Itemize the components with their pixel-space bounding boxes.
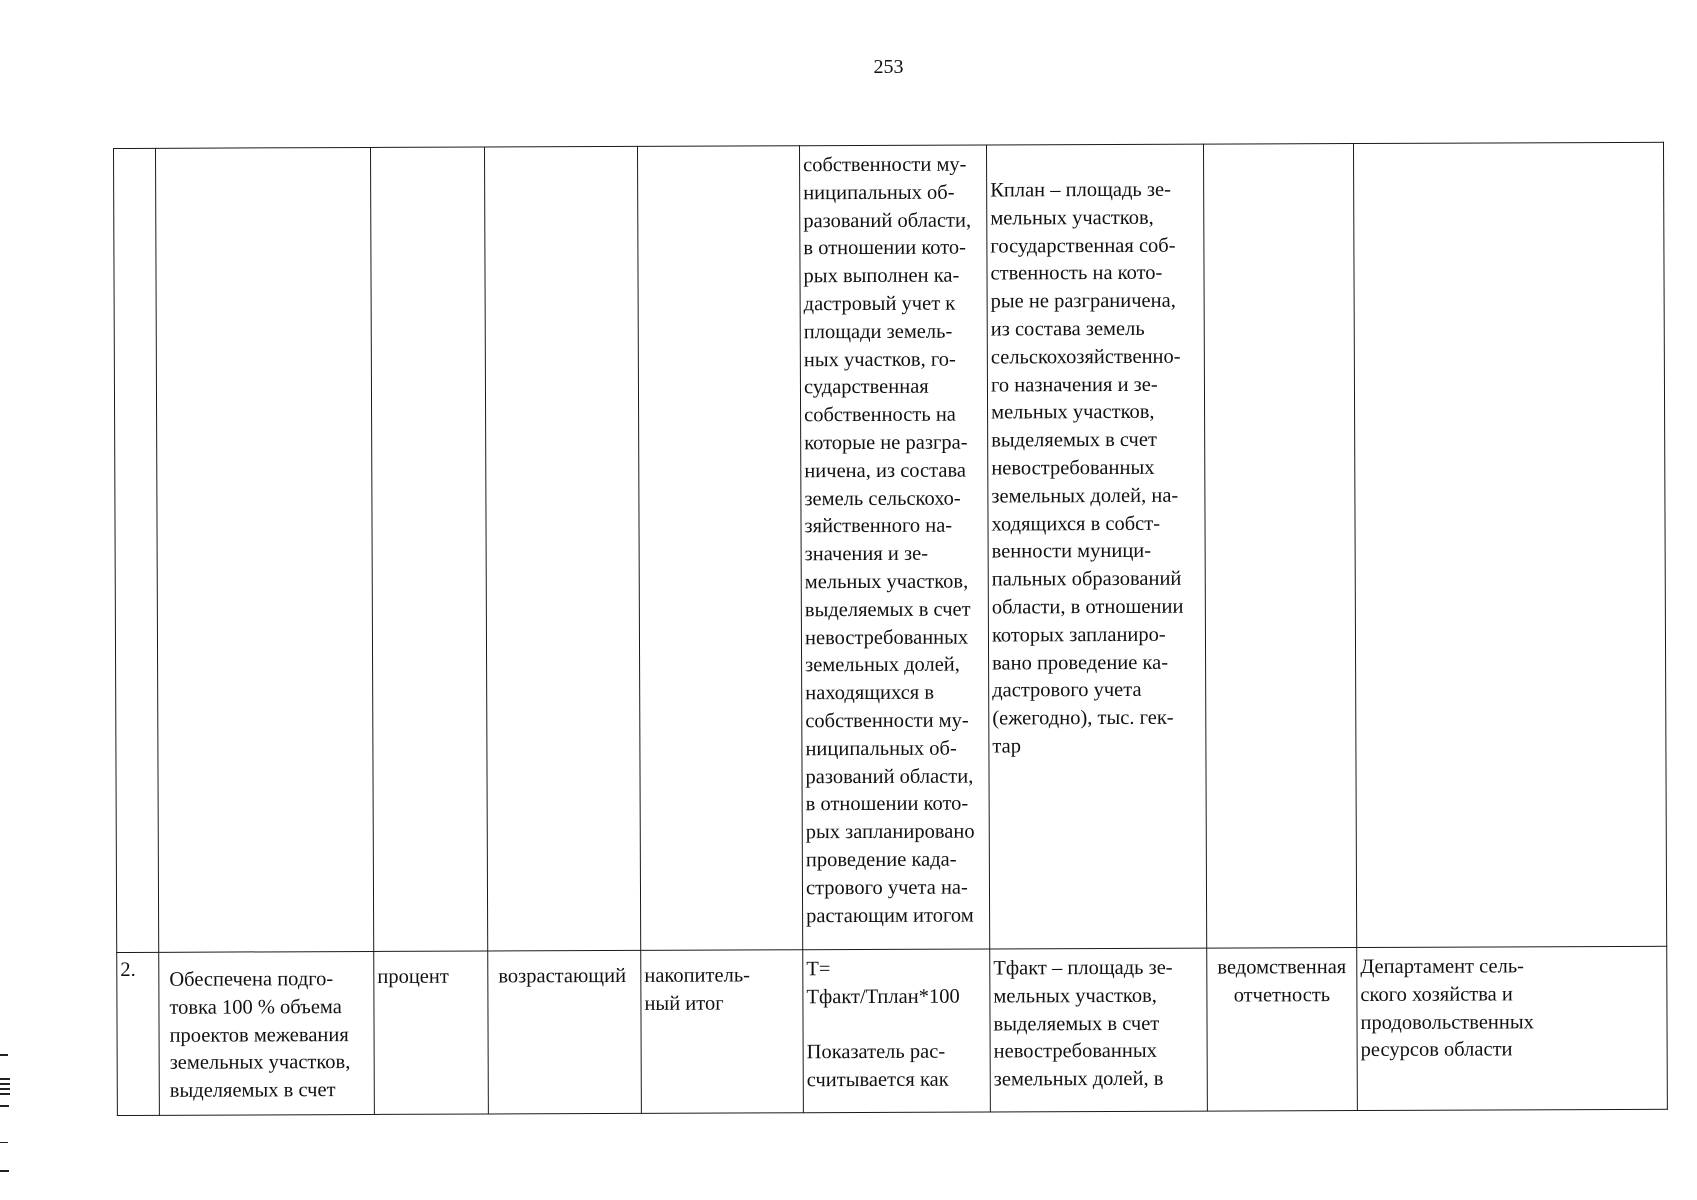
cell-indicator: Обеспечена подго- товка 100 % объема проектов межевания земельных участков, выделяемых в счет bbox=[159, 951, 375, 1115]
cell-formula: Т= Тфакт/Тплан*100 Показатель рас- считывается как bbox=[803, 949, 991, 1113]
indicator-table-wrapper bbox=[113, 142, 1667, 1115]
cell-dynamics-empty bbox=[484, 146, 640, 951]
cell-source: ведомственная отчетность bbox=[1207, 948, 1358, 1112]
scan-mark bbox=[0, 1093, 10, 1095]
cell-dynamics: возрастающий bbox=[488, 950, 642, 1114]
scan-mark bbox=[0, 1083, 10, 1085]
cell-responsible-empty bbox=[1353, 142, 1666, 947]
scan-mark bbox=[0, 1105, 9, 1107]
scan-margin-marks bbox=[0, 1050, 12, 1180]
indicator-table bbox=[113, 142, 1668, 1116]
cell-variables: Тфакт – площадь зе- мельных участков, выделяемых в счет невостребованных земельных долей, в bbox=[990, 948, 1208, 1112]
scan-mark bbox=[0, 1170, 9, 1172]
cell-source-empty bbox=[1203, 144, 1356, 949]
cell-number-empty bbox=[114, 148, 159, 952]
scan-mark bbox=[0, 1142, 8, 1143]
cell-indicator-empty bbox=[156, 147, 374, 952]
scan-mark bbox=[0, 1054, 8, 1056]
scan-mark bbox=[0, 1078, 10, 1080]
cell-responsible: Департамент сель- ского хозяйства и продовольственных ресурсов области bbox=[1357, 946, 1668, 1110]
cell-type-empty bbox=[637, 146, 802, 951]
table-row bbox=[117, 946, 1668, 1115]
cell-formula-continuation: собственности му- ниципальных об- разований области, в отношении кото- рых выполнен ка- дастровый учет к площади земель- ных участков, го- сударственная собственность на которые не разгра- ничена, из состава земель сельскохо- зяйственного на- значения и зе- мельных участков, выделяемых в счет невостребованных земельных долей, находящихся в собственности му- ниципальных об- разований области, в отношении кото- рых запланировано проведение када- стрового учета на- растающим итогом bbox=[799, 145, 989, 950]
table-row-continuation bbox=[114, 142, 1667, 952]
page-number: 253 bbox=[873, 56, 904, 78]
cell-row-number: 2. bbox=[117, 952, 160, 1115]
scan-mark bbox=[0, 1088, 10, 1090]
cell-variables-continuation: Кплан – площадь зе- мельных участков, государственная соб- ственность на кото- рые не разграничена, из состава земель сельскохозяйственно- го назначения и зе- мельных участков, выделяемых в счет невостребованных земельных долей, на- ходящихся в собст- венности муници- пальных образований области, в отношении которых запланиро- вано проведение ка- дастрового учета (ежегодно), тыс. гек- тар bbox=[986, 144, 1206, 949]
cell-unit: процент bbox=[374, 951, 489, 1114]
cell-unit-empty bbox=[370, 147, 487, 951]
cell-type: накопитель- ный итог bbox=[641, 950, 804, 1114]
